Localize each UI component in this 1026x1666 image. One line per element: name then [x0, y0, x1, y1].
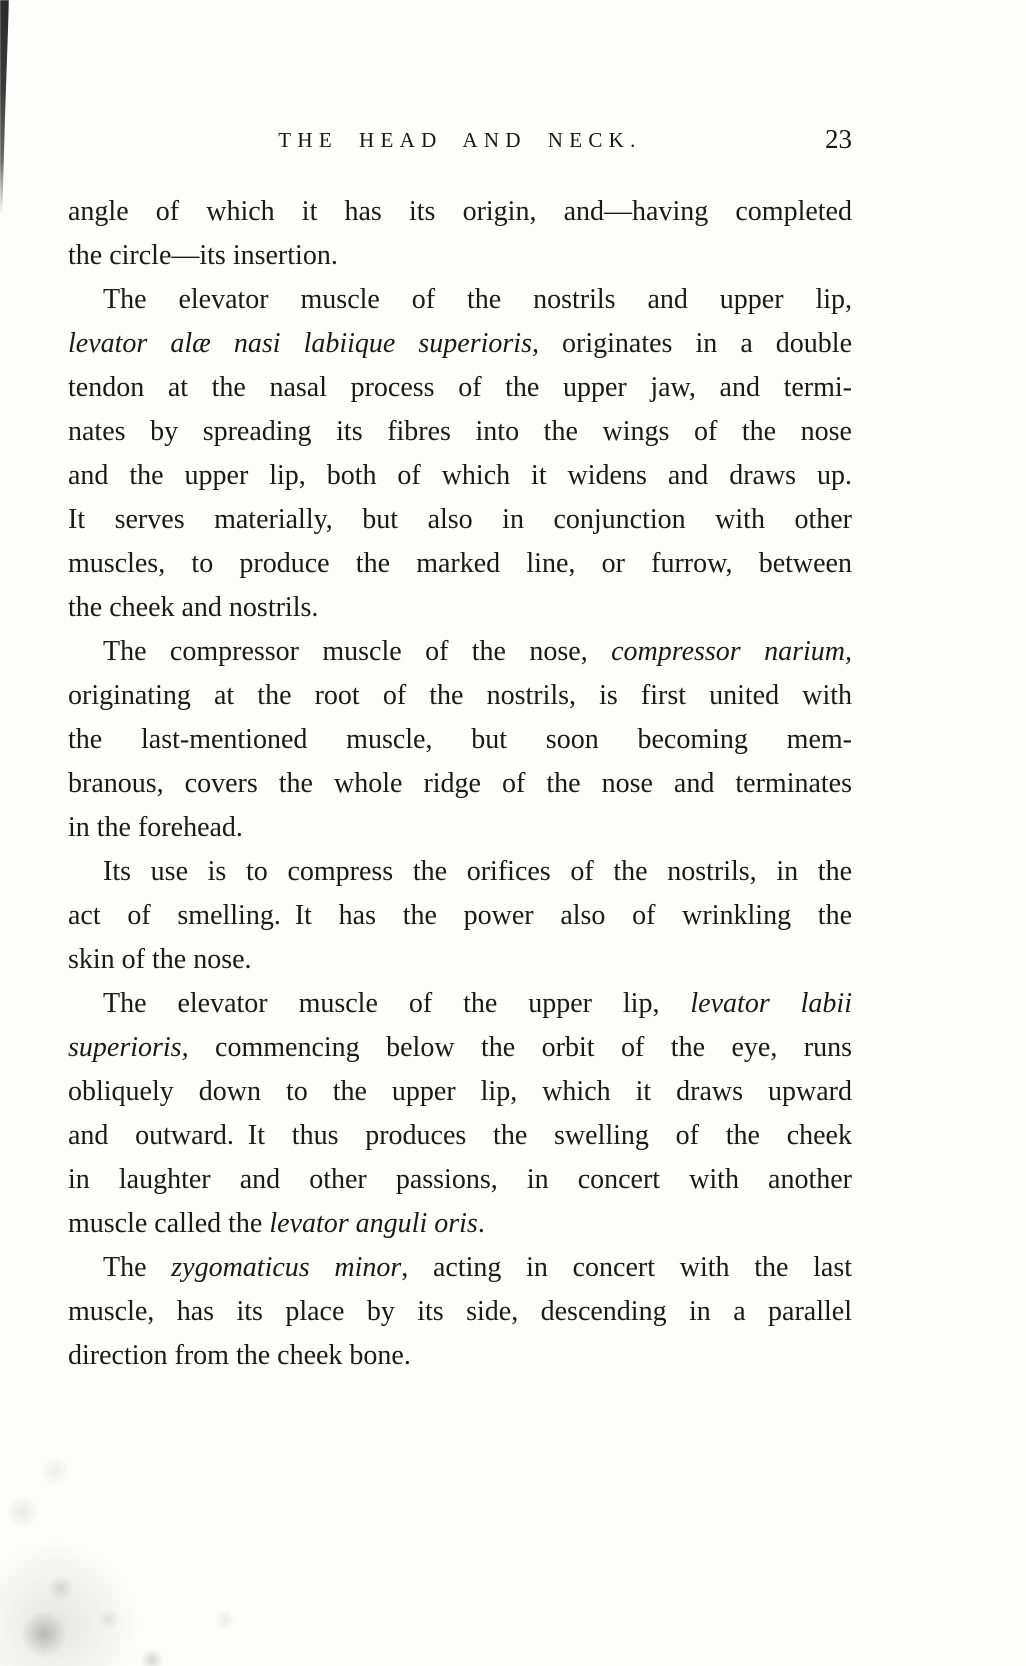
- text-line: superioris, commencing below the orbit of the eye, runs: [68, 1032, 852, 1063]
- paragraph: [68, 982, 852, 1246]
- text-line: muscle called the levator anguli oris.: [68, 1208, 485, 1239]
- scan-gutter-shadow: [0, 0, 9, 215]
- text-line: originating at the root of the nostrils, is first united with: [68, 680, 852, 711]
- paragraph: [68, 630, 852, 850]
- body-text: [68, 190, 852, 1378]
- text-line: angle of which it has its origin, and—having completed: [68, 196, 852, 227]
- scan-smudge: [215, 1610, 235, 1630]
- text-line: The elevator muscle of the nostrils and upper lip,: [103, 284, 852, 315]
- text-line: and the upper lip, both of which it widens and draws up.: [68, 460, 852, 491]
- text-line: nates by spreading its fibres into the wings of the nose: [68, 416, 852, 447]
- text-line: Its use is to compress the orifices of the nostrils, in the: [103, 856, 852, 887]
- text-line: The zygomaticus minor, acting in concert with the last: [103, 1252, 853, 1283]
- scan-smudge: [6, 1495, 40, 1529]
- text-line: in the forehead.: [68, 812, 243, 843]
- scan-smudge: [22, 1612, 66, 1656]
- paragraph: [68, 1246, 852, 1378]
- scan-smudge: [140, 1648, 164, 1666]
- text-line: skin of the nose.: [68, 944, 252, 975]
- text-line: It serves materially, but also in conjunction with other: [68, 504, 852, 535]
- text-line: The elevator muscle of the upper lip, levator labii: [103, 988, 852, 1019]
- text-line: obliquely down to the upper lip, which it draws upward: [68, 1076, 852, 1107]
- paragraph: [68, 850, 852, 982]
- scan-smudge: [0, 1540, 140, 1666]
- text-line: direction from the cheek bone.: [68, 1340, 411, 1371]
- running-head: [68, 124, 852, 162]
- text-line: The compressor muscle of the nose, compressor narium,: [103, 636, 852, 667]
- text-line: branous, covers the whole ridge of the nose and terminates: [68, 768, 852, 799]
- text-line: tendon at the nasal process of the upper jaw, and termi-: [68, 372, 852, 403]
- text-line: muscles, to produce the marked line, or furrow, between: [68, 548, 852, 579]
- text-line: the last-mentioned muscle, but soon becoming mem-: [68, 724, 852, 755]
- text-line: act of smelling. It has the power also of wrinkling the: [68, 900, 852, 931]
- text-line: the circle—its insertion.: [68, 240, 338, 271]
- scan-smudge: [40, 1456, 70, 1486]
- paragraph: [68, 278, 852, 630]
- scan-smudge: [98, 1608, 120, 1630]
- page-title: THE HEAD AND NECK.: [278, 128, 642, 152]
- paragraph: [68, 190, 852, 278]
- text-line: in laughter and other passions, in concert with another: [68, 1164, 852, 1195]
- text-line: the cheek and nostrils.: [68, 592, 319, 623]
- text-line: muscle, has its place by its side, descending in a parallel: [68, 1296, 852, 1327]
- page-number: 23: [825, 124, 852, 154]
- text-line: and outward. It thus produces the swelling of the cheek: [68, 1120, 852, 1151]
- scan-smudge: [48, 1575, 74, 1601]
- text-line: levator alæ nasi labiique superioris, originates in a double: [68, 328, 853, 359]
